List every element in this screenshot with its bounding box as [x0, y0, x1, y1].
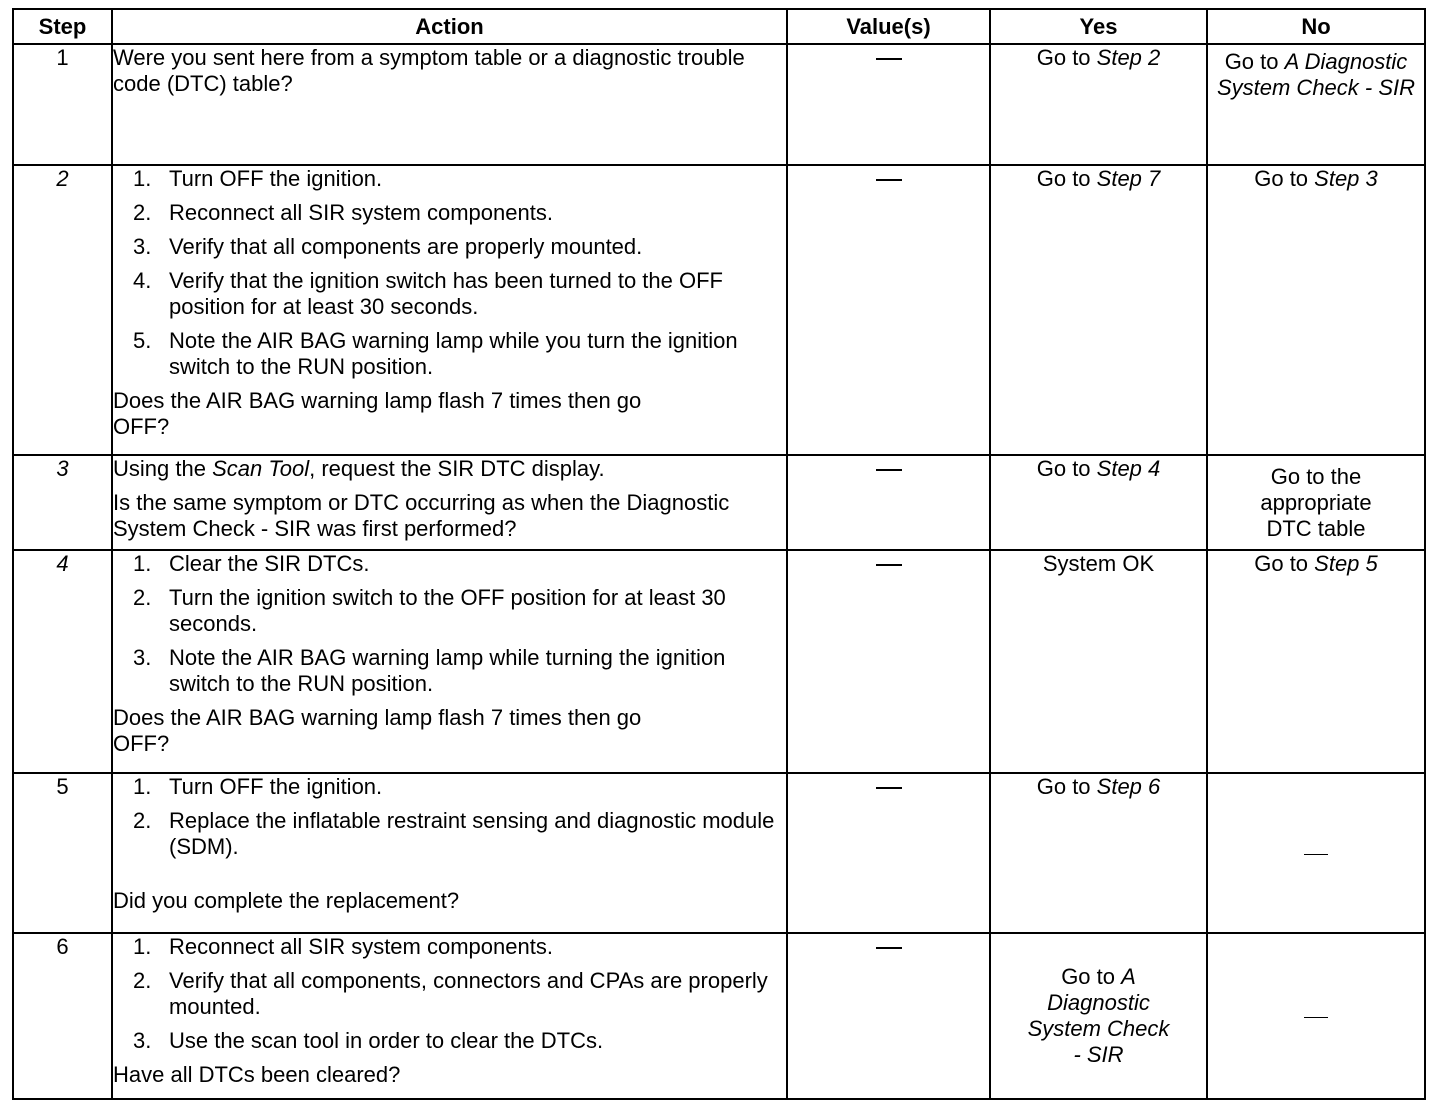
action-question: Have all DTCs been cleared?: [113, 1062, 401, 1087]
no-text[interactable]: Go to the appropriate DTC table: [1260, 463, 1372, 541]
value-dash: [876, 179, 902, 181]
no-text: Go to: [1254, 551, 1315, 576]
yes-text: System OK: [1042, 551, 1155, 576]
value-cell: [787, 550, 990, 773]
action-step: 2. Verify that all components, connectors and CPAs are properly mounted.: [133, 968, 768, 1019]
action-step: 5. Note the AIR BAG warning lamp while you turn the ignition switch to the RUN position.: [133, 328, 738, 379]
yes-text: Go to: [1036, 456, 1097, 481]
yes-cell: [990, 933, 1207, 1099]
action-steps: [113, 551, 786, 697]
header-step: Step: [13, 9, 112, 44]
step-number: 2: [13, 165, 112, 455]
yes-link[interactable]: Step 2: [1096, 45, 1161, 70]
no-cell: [1207, 455, 1425, 550]
no-link[interactable]: Step 3: [1314, 166, 1378, 191]
header-action: Action: [112, 9, 787, 44]
yes-cell: [990, 550, 1207, 773]
action-step: 3. Use the scan tool in order to clear the DTCs.: [133, 1028, 604, 1053]
yes-text: Go to: [1061, 964, 1122, 989]
action-question: Does the AIR BAG warning lamp flash 7 times then go OFF?: [113, 388, 642, 439]
header-values: Value(s): [787, 9, 990, 44]
action-step: 4. Verify that the ignition switch has been turned to the OFF position for at least 30 seconds.: [133, 268, 723, 319]
value-dash: [876, 564, 902, 566]
step-number: 3: [13, 455, 112, 550]
no-text: Go to: [1254, 166, 1315, 191]
no-link[interactable]: A Diagnostic System Check - SIR: [1216, 49, 1416, 100]
action-question: Is the same symptom or DTC occurring as when the Diagnostic System Check - SIR was first performed?: [113, 490, 730, 541]
yes-link[interactable]: Step 4: [1096, 456, 1161, 481]
value-cell: [787, 933, 990, 1099]
table-row: [13, 773, 1425, 933]
table-row: [13, 455, 1425, 550]
action-cell: [112, 550, 787, 773]
action-question: Does the AIR BAG warning lamp flash 7 times then go OFF?: [113, 705, 642, 756]
action-cell: [112, 165, 787, 455]
action-question: Did you complete the replacement?: [113, 888, 460, 913]
header-no: No: [1207, 9, 1425, 44]
no-dash: [1304, 1017, 1328, 1018]
no-cell: [1207, 44, 1425, 165]
value-dash: [876, 58, 902, 60]
yes-link[interactable]: Step 7: [1096, 166, 1161, 191]
action-cell: [112, 44, 787, 165]
table-row: [13, 44, 1425, 165]
value-dash: [876, 947, 902, 949]
yes-cell: [990, 773, 1207, 933]
no-link[interactable]: Step 5: [1314, 551, 1378, 576]
no-text: Go to: [1224, 49, 1285, 74]
value-cell: [787, 165, 990, 455]
step-number: 1: [13, 44, 112, 165]
action-text: Were you sent here from a symptom table or a diagnostic trouble code (DTC) table?: [113, 45, 745, 96]
action-steps: [113, 934, 786, 1054]
value-cell: [787, 773, 990, 933]
yes-text: Go to: [1036, 45, 1097, 70]
yes-link[interactable]: Step 6: [1096, 774, 1161, 799]
action-cell: [112, 773, 787, 933]
action-step: 2. Replace the inflatable restraint sensing and diagnostic module (SDM).: [133, 808, 775, 859]
yes-link[interactable]: A Diagnostic System Check - SIR: [1027, 964, 1170, 1067]
value-cell: [787, 44, 990, 165]
header-row: [13, 9, 1425, 44]
action-cell: [112, 933, 787, 1099]
action-step: 1. Turn OFF the ignition.: [133, 166, 383, 191]
header-yes: Yes: [990, 9, 1207, 44]
scan-tool-term: Scan Tool: [212, 456, 310, 481]
diagnostic-table: [12, 8, 1426, 1100]
no-dash: [1304, 854, 1328, 855]
action-step: 2. Reconnect all SIR system components.: [133, 200, 553, 225]
value-dash: [876, 787, 902, 789]
value-dash: [876, 469, 902, 471]
step-number: 6: [13, 933, 112, 1099]
yes-cell: [990, 44, 1207, 165]
no-cell: [1207, 933, 1425, 1099]
action-step: 1. Turn OFF the ignition.: [133, 774, 383, 799]
yes-cell: [990, 455, 1207, 550]
no-cell: [1207, 550, 1425, 773]
action-step: 3. Note the AIR BAG warning lamp while turning the ignition switch to the RUN position.: [133, 645, 726, 696]
action-steps: [113, 774, 786, 860]
yes-text: Go to: [1036, 166, 1097, 191]
action-cell: [112, 455, 787, 550]
step-number: 4: [13, 550, 112, 773]
yes-cell: [990, 165, 1207, 455]
value-cell: [787, 455, 990, 550]
action-text: Using the Scan Tool, request the SIR DTC display.: [113, 456, 605, 481]
action-step: 1. Reconnect all SIR system components.: [133, 934, 553, 959]
yes-text: Go to: [1036, 774, 1097, 799]
table-row: [13, 550, 1425, 773]
action-steps: [113, 166, 786, 380]
action-step: 3. Verify that all components are properly mounted.: [133, 234, 643, 259]
table-row: [13, 165, 1425, 455]
table-row: [13, 933, 1425, 1099]
no-cell: [1207, 773, 1425, 933]
action-step: 2. Turn the ignition switch to the OFF position for at least 30 seconds.: [133, 585, 726, 636]
step-number: 5: [13, 773, 112, 933]
action-step: 1. Clear the SIR DTCs.: [133, 551, 370, 576]
no-cell: [1207, 165, 1425, 455]
